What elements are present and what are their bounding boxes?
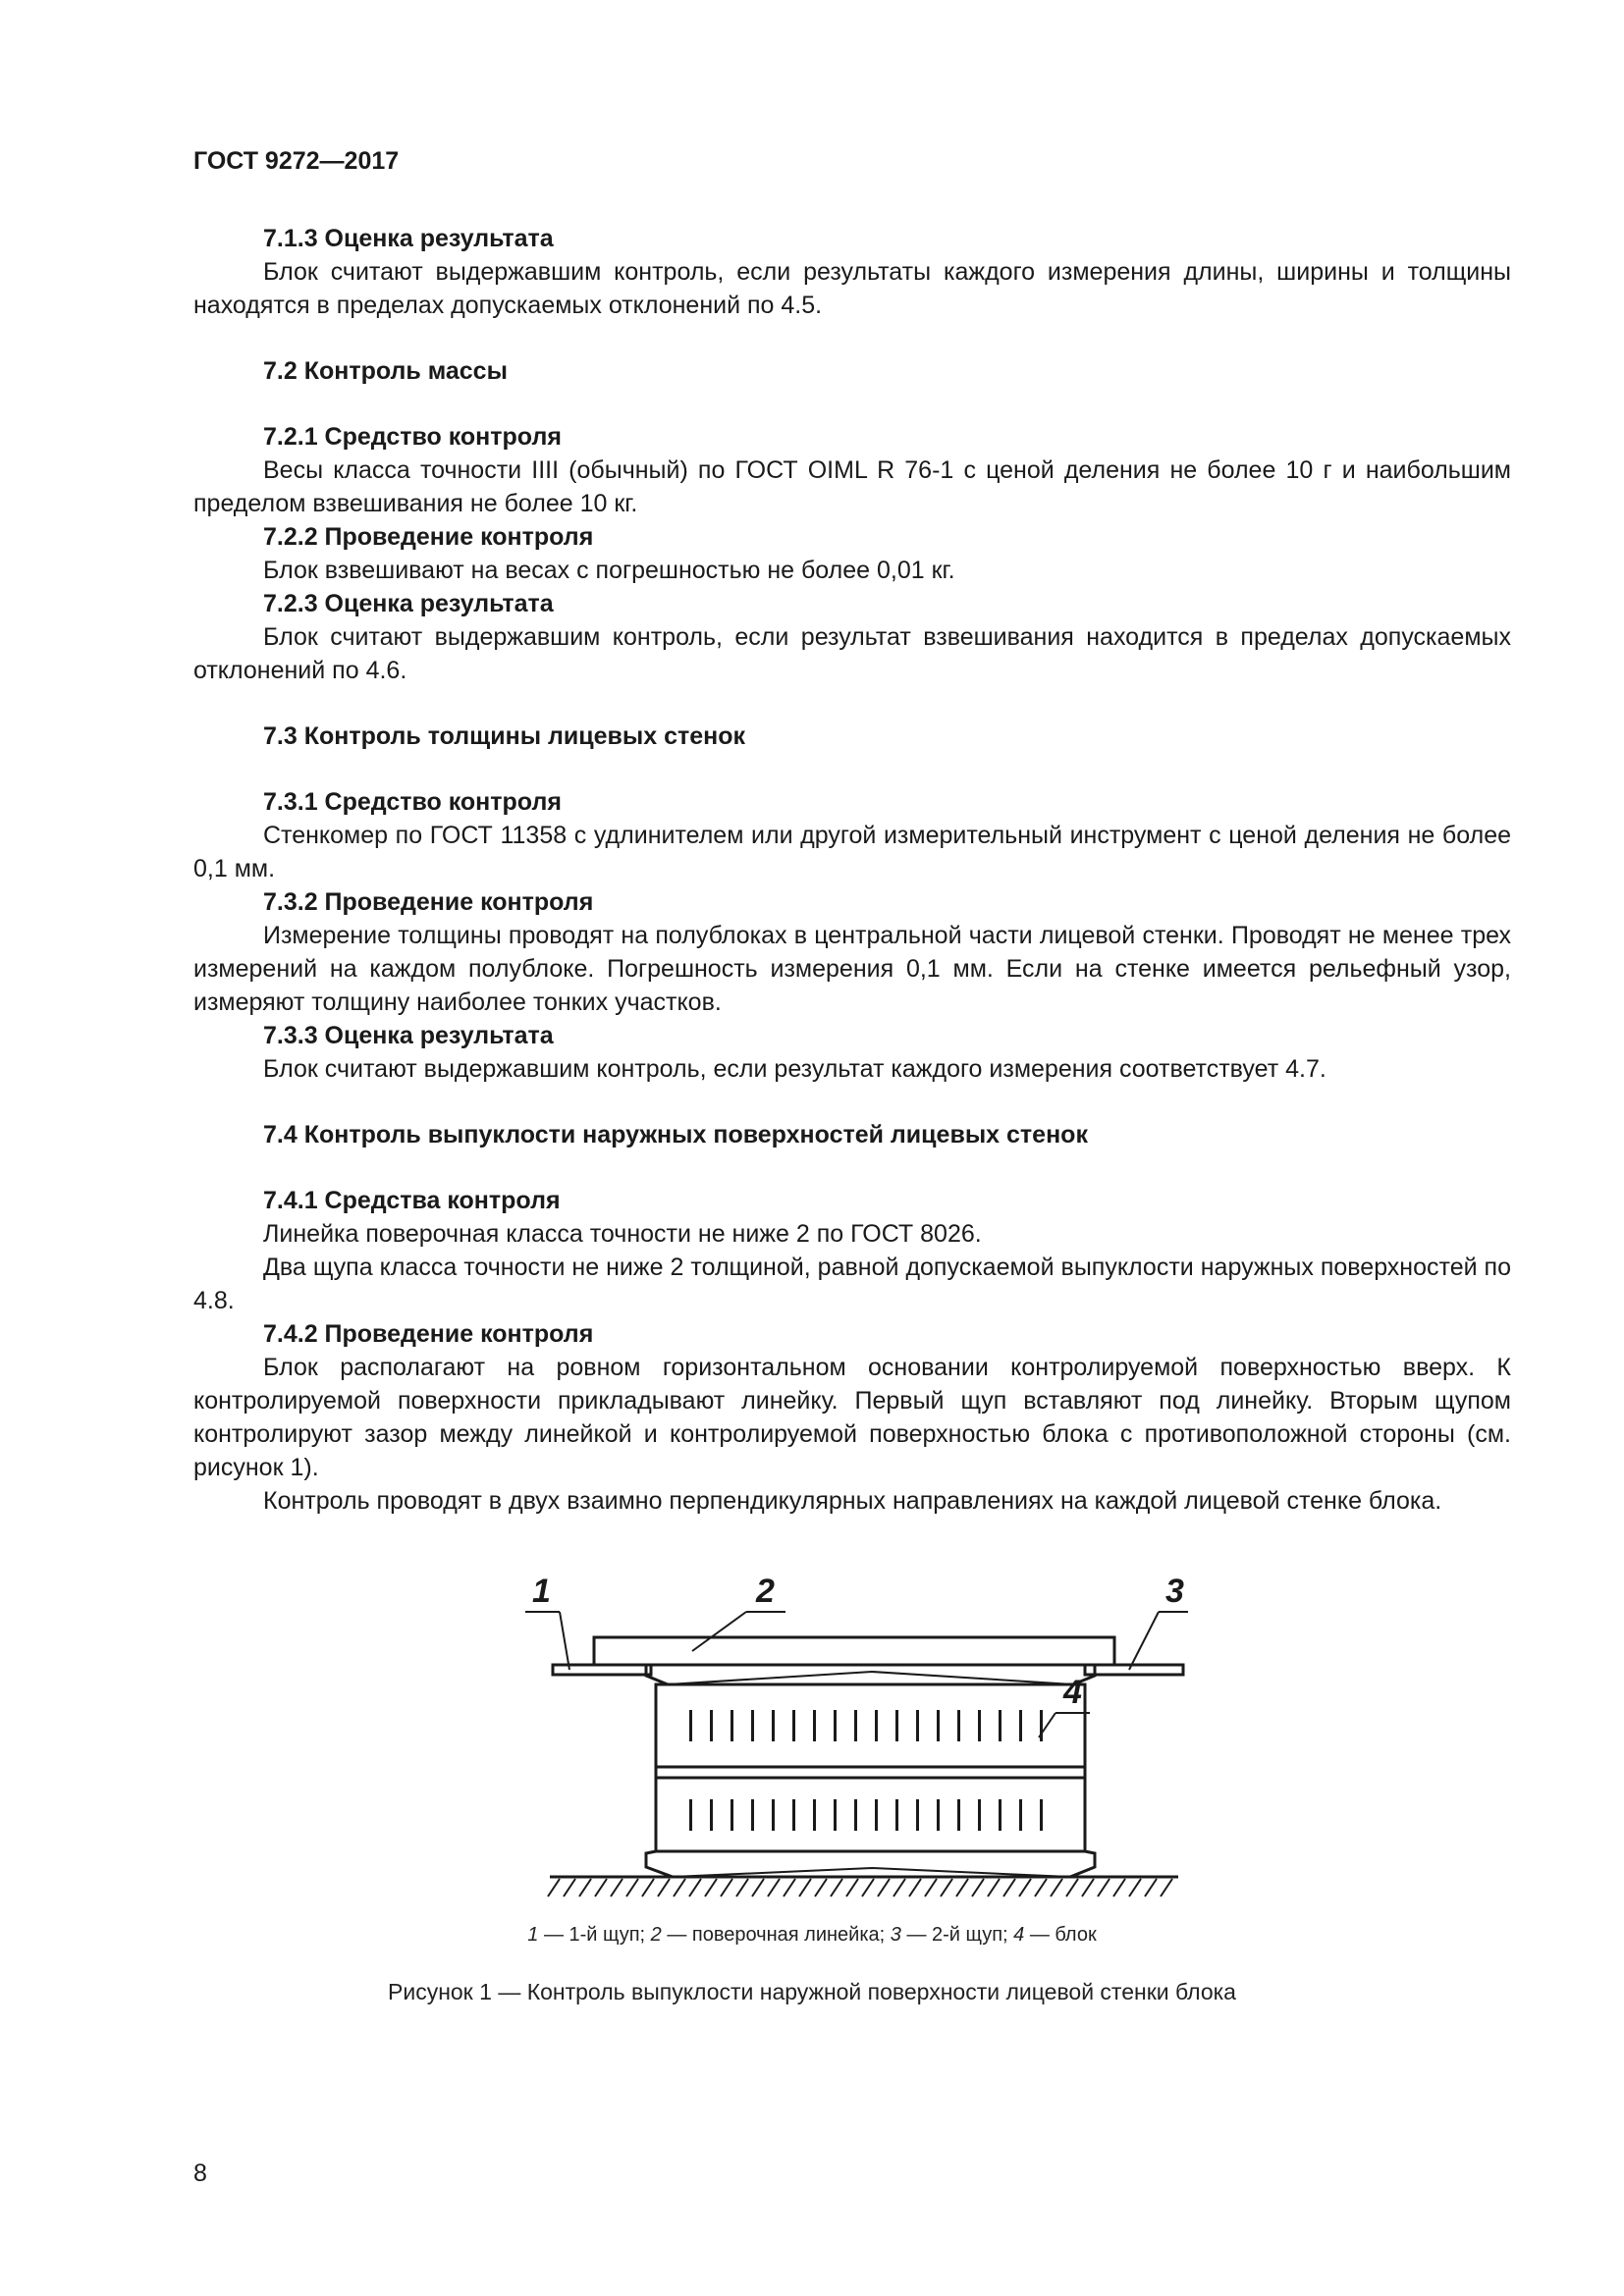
block-slot <box>895 1710 898 1741</box>
ground-hatch-line <box>705 1879 717 1896</box>
ground-hatch-line <box>579 1879 591 1896</box>
block-slot <box>731 1710 733 1741</box>
paragraph: Стенкомер по ГОСТ 11358 с удлинителем или другой измерительный инструмент с ценой деления не более 0,1 мм. <box>193 822 1511 882</box>
block-slot <box>1019 1710 1022 1741</box>
label-1: 1 <box>532 1573 551 1610</box>
paragraph: Блок считают выдержавшим контроль, если результаты каждого измерения длины, ширины и толщины находятся в пределах допускаемых отклонений по 4.5. <box>193 258 1511 319</box>
figure-caption: Рисунок 1 — Контроль выпуклости наружной поверхности лицевой стенки блока <box>388 1979 1236 2004</box>
ground-hatch-line <box>736 1879 748 1896</box>
ground-hatch-line <box>815 1879 827 1896</box>
ground-hatch-line <box>689 1879 701 1896</box>
section-title: 7.3.3 Оценка результата <box>263 1022 554 1049</box>
block-slot <box>854 1710 857 1741</box>
bottom-surface-shape <box>646 1851 1095 1877</box>
probe-left-shape <box>553 1665 651 1675</box>
paragraph: Блок располагают на ровном горизонтальном основании контролируемой поверхностью вверх. К контролируемой поверхности прикладывают линейку. Первый щуп вставляют под линейку. Вторым щупом контролируют зазор между линейкой и контролируемой поверхностью блока с противоположной стороны (см. рисунок 1). <box>193 1354 1511 1481</box>
block-slot <box>999 1710 1001 1741</box>
section-title: 7.4.2 Проведение контроля <box>263 1320 594 1348</box>
paragraph: Блок взвешивают на весах с погрешностью не более 0,01 кг. <box>263 557 955 584</box>
ground-hatch-line <box>1035 1879 1047 1896</box>
ground-hatch-line <box>595 1879 607 1896</box>
ground-hatch-line <box>1161 1879 1172 1896</box>
block-slot <box>813 1710 816 1741</box>
paragraph: Измерение толщины проводят на полублоках в центральной части лицевой стенки. Проводят не менее трех измерений на каждом полублоке. Погрешность измерения 0,1 мм. Если на стенке имеется рельефный узор, измеряют толщину наиболее тонких участков. <box>193 922 1511 1016</box>
block-slot <box>834 1710 837 1741</box>
ground-hatch-line <box>1003 1879 1015 1896</box>
block-slot <box>1040 1799 1043 1831</box>
ground-hatch-line <box>658 1879 670 1896</box>
legend-text: — блок <box>1024 1924 1097 1946</box>
ground-hatch-line <box>1145 1879 1157 1896</box>
legend-key: 1 <box>527 1924 539 1946</box>
paragraph: Два щупа класса точности не ниже 2 толщиной, равной допускаемой выпуклости наружных поверхностей по 4.8. <box>193 1254 1511 1314</box>
block-diagram <box>520 1541 1208 1904</box>
label-3: 3 <box>1165 1573 1184 1610</box>
ground-hatch-line <box>988 1879 1000 1896</box>
paragraph: Блок считают выдержавшим контроль, если результат каждого измерения соответствует 4.7. <box>263 1055 1326 1083</box>
ground-hatch-line <box>1098 1879 1110 1896</box>
ground-hatch-line <box>909 1879 921 1896</box>
ground-hatch-line <box>564 1879 575 1896</box>
ground-hatch-line <box>941 1879 952 1896</box>
paragraph: Линейка поверочная класса точности не ниже 2 по ГОСТ 8026. <box>263 1220 982 1248</box>
block-slot <box>957 1799 960 1831</box>
block-slot <box>710 1710 713 1741</box>
block-slot <box>689 1799 692 1831</box>
ground-hatch-line <box>1019 1879 1031 1896</box>
ground-hatch-line <box>548 1879 560 1896</box>
block-slot <box>792 1799 795 1831</box>
ground-hatch-line <box>1082 1879 1094 1896</box>
legend-key: 4 <box>1013 1924 1025 1946</box>
ground-hatch-line <box>846 1879 858 1896</box>
block-slot <box>875 1710 878 1741</box>
ground-hatch-line <box>611 1879 623 1896</box>
legend-text: — 2-й щуп; <box>900 1924 1014 1946</box>
block-slot <box>772 1799 775 1831</box>
section-title: 7.1.3 Оценка результата <box>263 225 554 252</box>
ground-hatch-line <box>799 1879 811 1896</box>
block-slot <box>689 1710 692 1741</box>
figure-legend <box>0 1924 1624 1947</box>
section-title: 7.2.3 Оценка результата <box>263 590 554 617</box>
ground-hatch-line <box>721 1879 732 1896</box>
block-slot <box>937 1710 940 1741</box>
paragraph: Контроль проводят в двух взаимно перпендикулярных направлениях на каждой лицевой стенке блока. <box>263 1487 1442 1515</box>
section-title: 7.3 Контроль толщины лицевых стенок <box>263 722 746 750</box>
block-slot <box>875 1799 878 1831</box>
block-slot <box>978 1710 981 1741</box>
ground-hatch-line <box>862 1879 874 1896</box>
section-title: 7.2.2 Проведение контроля <box>263 523 594 551</box>
ground-hatch-line <box>956 1879 968 1896</box>
document-header: ГОСТ 9272—2017 <box>193 147 400 175</box>
ground-hatch-line <box>1066 1879 1078 1896</box>
document-body <box>193 222 1511 1518</box>
label-2: 2 <box>756 1573 775 1610</box>
block-slot <box>854 1799 857 1831</box>
block-slot <box>895 1799 898 1831</box>
block-slot <box>813 1799 816 1831</box>
paragraph: Блок считают выдержавшим контроль, если результат взвешивания находится в пределах допускаемых отклонений по 4.6. <box>193 623 1511 684</box>
ground-hatch-line <box>768 1879 780 1896</box>
block-slot <box>751 1799 754 1831</box>
legend-key: 2 <box>650 1924 662 1946</box>
block-slot <box>1040 1710 1043 1741</box>
section-title: 7.4 Контроль выпуклости наружных поверхностей лицевых стенок <box>263 1121 1088 1148</box>
block-slot <box>710 1799 713 1831</box>
block-slot <box>772 1710 775 1741</box>
ground-hatch-line <box>893 1879 905 1896</box>
block-slot <box>751 1710 754 1741</box>
probe-right-shape <box>1085 1665 1183 1675</box>
section-title: 7.3.1 Средство контроля <box>263 788 562 816</box>
legend-key: 3 <box>890 1924 901 1946</box>
ground-hatch-line <box>1051 1879 1062 1896</box>
legend-text: — 1-й щуп; <box>538 1924 651 1946</box>
block-slot <box>999 1799 1001 1831</box>
ground-hatch-line <box>626 1879 638 1896</box>
ground-hatch-line <box>925 1879 937 1896</box>
block-slot <box>916 1710 919 1741</box>
figure-1 <box>520 1541 1208 1904</box>
ground-hatch-line <box>784 1879 795 1896</box>
block-slot <box>834 1799 837 1831</box>
legend-text: — поверочная линейка; <box>661 1924 891 1946</box>
section-title: 7.2 Контроль массы <box>263 357 508 385</box>
ground-hatch-line <box>972 1879 984 1896</box>
section-title: 7.3.2 Проведение контроля <box>263 888 594 916</box>
block-slot <box>916 1799 919 1831</box>
block-slot <box>792 1710 795 1741</box>
ground-hatch-line <box>674 1879 685 1896</box>
ground-hatch-line <box>642 1879 654 1896</box>
block-slot <box>957 1710 960 1741</box>
ground-hatch-line <box>1129 1879 1141 1896</box>
page-number: 8 <box>193 2160 207 2187</box>
ruler-shape <box>594 1637 1114 1665</box>
block-slot <box>1019 1799 1022 1831</box>
ground-hatch-line <box>752 1879 764 1896</box>
block-slot <box>937 1799 940 1831</box>
section-title: 7.2.1 Средство контроля <box>263 423 562 451</box>
ground-hatch-line <box>831 1879 842 1896</box>
ground-hatch-line <box>878 1879 890 1896</box>
section-title: 7.4.1 Средства контроля <box>263 1187 561 1214</box>
label-4: 4 <box>1063 1674 1082 1711</box>
block-slot <box>731 1799 733 1831</box>
ground-hatch-line <box>1113 1879 1125 1896</box>
paragraph: Весы класса точности IIII (обычный) по ГОСТ OIML R 76-1 с ценой деления не более 10 г и наибольшим пределом взвешивания не более 10 кг. <box>193 456 1511 517</box>
block-slot <box>978 1799 981 1831</box>
